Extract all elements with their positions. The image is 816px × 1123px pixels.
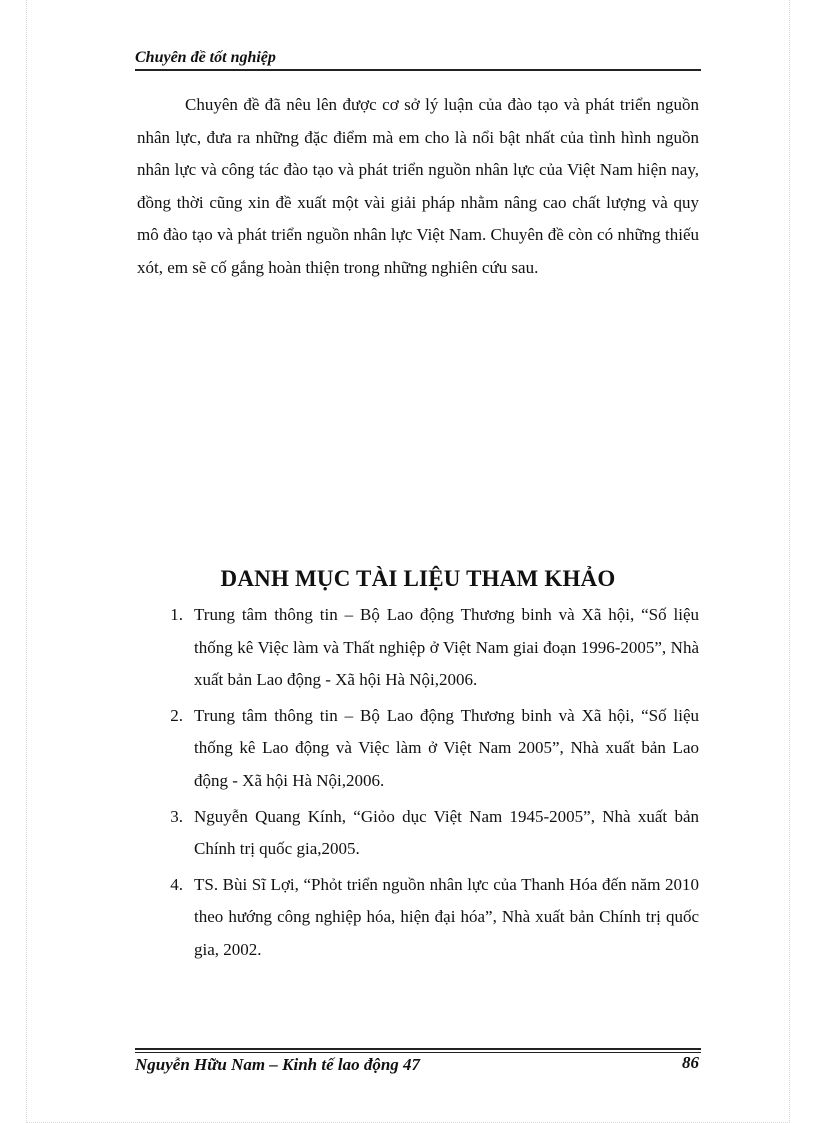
footer-divider-thin — [135, 1052, 701, 1053]
reference-item — [137, 599, 699, 697]
reference-item — [137, 801, 699, 866]
reference-item — [137, 700, 699, 798]
reference-number: 1 . — [137, 599, 185, 697]
reference-number: 3 . — [137, 801, 185, 866]
reference-number: 2 . — [137, 700, 185, 798]
footer-divider — [135, 1048, 701, 1050]
reference-text: Trung tâm thông tin – Bộ Lao động Thương binh và Xã hội, “Số liệu thống kê Lao động và Việc làm ở Việt Nam 2005”, Nhà xuất bản Lao động - Xã hội Hà Nội,2006. — [194, 705, 699, 790]
reference-number: 4 . — [137, 869, 185, 967]
reference-text: Trung tâm thông tin – Bộ Lao động Thương binh và Xã hội, “Số liệu thống kê Việc làm và Thất nghiệp ở Việt Nam giai đoạn 1996-2005”, Nhà xuất bản Lao động - Xã hội Hà Nội,2006. — [194, 605, 699, 690]
footer-author: Nguyễn Hữu Nam – Kinh tế lao động 47 — [135, 1055, 421, 1074]
references-list — [137, 599, 699, 970]
reference-text: TS. Bùi Sĩ Lợi, “Phỏt triển nguồn nhân lực của Thanh Hóa đến năm 2010 theo hướng công nghiệp hóa, hiện đại hóa”, Nhà xuất bản Chính trị quốc gia, 2002. — [194, 874, 699, 959]
reference-text: Nguyễn Quang Kính, “Giỏo dục Việt Nam 1945-2005”, Nhà xuất bản Chính trị quốc gia,2005. — [194, 806, 699, 859]
reference-item — [137, 869, 699, 967]
page-header: Chuyên đề tốt nghiệp — [135, 49, 701, 71]
page-number: 86 — [682, 1053, 699, 1072]
conclusion-paragraph: Chuyên đề đã nêu lên được cơ sở lý luận của đào tạo và phát triển nguồn nhân lực, đưa ra những đặc điểm mà em cho là nổi bật nhất của tình hình nguồn nhân lực và công tác đào tạo và phát triển nguồn nhân lực của Việt Nam hiện nay, đồng thời cũng xin đề xuất một vài giải pháp nhằm nâng cao chất lượng và quy mô đào tạo và phát triển nguồn nhân lực Việt Nam. Chuyên đề còn có những thiếu xót, em sẽ cố gắng hoàn thiện trong những nghiên cứu sau. — [137, 95, 699, 277]
references-title: DANH MỤC TÀI LIỆU THAM KHẢO — [220, 566, 616, 591]
